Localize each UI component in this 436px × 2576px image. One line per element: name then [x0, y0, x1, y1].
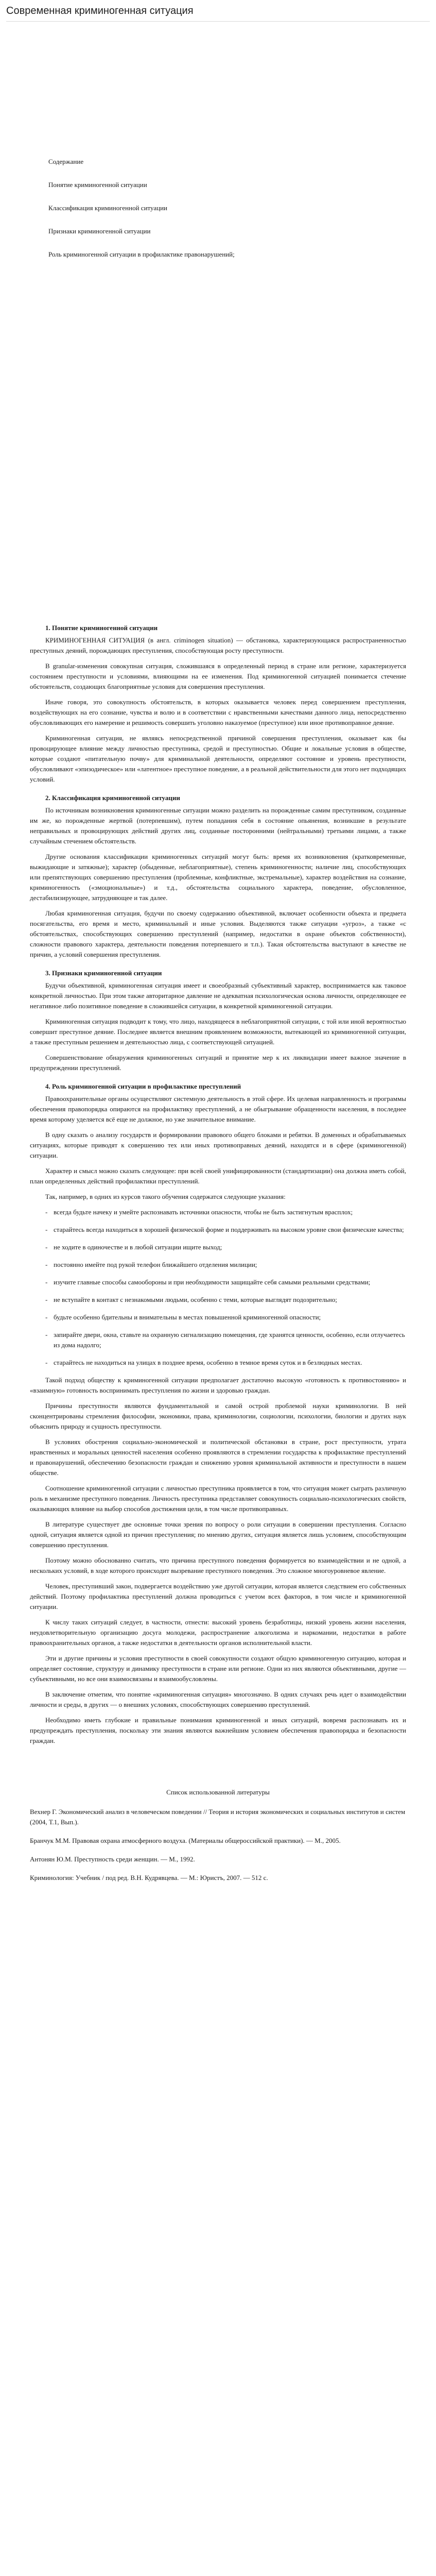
- list-item: [45, 1225, 406, 1235]
- paragraph: По источникам возникновения криминогенные ситуации можно разделить на порожденные самим преступником, созданные им же, ко порожденные жертвой (потерпевшим), путем попадания себя в состояние опьянения, возникшие в результате неправильных и провоцирующих действий других лиц, созданные посторонними (нейтральными) третьими лицами, а также случайным стечением обстоятельств.: [30, 806, 406, 845]
- list-item: [45, 1277, 406, 1287]
- section-signs: [30, 968, 406, 1073]
- list-item: [45, 1330, 406, 1350]
- list-item-text: всегда будьте начеку и умейте распознавать источники опасности, чтобы не быть застигнутым врасплох;: [54, 1208, 353, 1216]
- paragraph: Иначе говоря, это совокупность обстоятельств, в которых оказывается человек перед совершением преступления, воздействующих на его сознание, чувства и волю и в соответствии с нравственными качествами данного лица, непосредственно обусловливающих его намерение и решимость совершить уголовно наказуемое (преступное) или иное противоправное деяние.: [30, 698, 406, 726]
- toc-list: [30, 175, 406, 267]
- dash-marker: -: [45, 1331, 48, 1338]
- dash-marker: -: [45, 1278, 48, 1286]
- paragraph: Совершенствование обнаружения криминогенных ситуаций и принятие мер к их ликвидации имеет важное значение в предупреждении преступлений.: [30, 1054, 406, 1072]
- paragraph: КРИМИНОГЕННАЯ СИТУАЦИЯ (в англ. criminogen situation) — обстановка, характеризующаяся распространенностью преступных деяний, порождающих преступления, способствующая росту преступности.: [30, 636, 406, 654]
- paragraph: Будучи объективной, криминогенная ситуация имеет и своеобразный субъективный характер, воспринимается как таковое конкретной личностью. При этом также авторитарное давление не адекватная психологическая основа личности, определяющее ее негативное либо позитивное поведение в сложившейся ситуации, в конкретной криминогенной ситуации.: [30, 981, 406, 1010]
- paragraph: Характер и смысл можно сказать следующее: при всей своей унифицированности (стандартизации) она должна иметь собой, план определенных действий профилактики преступлений.: [30, 1167, 406, 1185]
- reference-item: Криминология: Учебник / под ред. В.Н. Кудрявцева. — М.: Юристъ, 2007. — 512 с.: [30, 1874, 268, 1882]
- list-item-text: не ходите в одиночестве и в любой ситуации ищите выход;: [54, 1243, 222, 1251]
- paragraph: Правоохранительные органы осуществляют системную деятельность в этой сфере. Их целевая направленность и программы обеспечения правопорядка опираются на профилактику преступлений, а не обыгрывание обращенности населения, в последнее время которому уделяется всё еще не должное, но уже значительное внимание.: [30, 1095, 406, 1123]
- page-title: Современная криминогенная ситуация: [6, 5, 194, 16]
- reference-item: Вехнер Г. Экономический анализ в человеческом поведении // Теория и история экономических и социальных институтов и систем (2004, Т.1, Вып.).: [30, 1808, 406, 1826]
- paragraph: К числу таких ситуаций следует, в частности, отнести: высокий уровень безработицы, низкий уровень жизни населения, неудовлетворительную организацию досуга молодежи, распространение алкоголизма и наркомании, недостатки в работе правоохранительных органов, а также недостатки в деятельности органов исполнительной власти.: [30, 1618, 406, 1647]
- section-classification: [30, 793, 406, 960]
- paragraph: Поэтому можно обоснованно считать, что причина преступного поведения формируется во взаимодействии и не одной, а нескольких условий, в ходе которого происходит вызревание преступного поведения. Это сложное многоуровневое явление.: [30, 1556, 406, 1574]
- advice-list: [30, 1207, 406, 1368]
- list-item-text: будьте особенно бдительны и внимательны в местах повышенной криминогенной опасности;: [54, 1313, 321, 1321]
- paragraph: В литературе существует две основные точки зрения по вопросу о роли ситуации в совершении преступления. Согласно одной, ситуация является одной из причин преступления; по мнению других, ситуация является лишь условием, способствующим совершению преступления.: [30, 1520, 406, 1549]
- section-prevention-role: [30, 1081, 406, 1368]
- section-heading: 1. Понятие криминогенной ситуации: [45, 624, 158, 632]
- paragraph: Криминогенная ситуация подводит к тому, что лицо, находящееся в неблагоприятной ситуации, с той или иной вероятностью совершит преступное деяние. Последнее является внешним проявлением возможности, вытекающей из криминогенной ситуации, а также преступным решением и деятельностью лица, с соответствующей ситуацией.: [30, 1018, 406, 1046]
- paragraph: Криминогенная ситуация, не являясь непосредственной причиной совершения преступления, оказывает как бы провоцирующее влияние между личностью преступника, средой и преступностью. Общие и локальные условия в обществе, которые создают «питательную почву» для криминальной деятельности, определяют состояние и уровень преступности, обусловливают «эпизодическое» или «латентное» преступное поведение, а в реальной действительности для этого нет подходящих условий.: [30, 734, 406, 783]
- paragraph: В granular-изменения совокупная ситуация, сложившаяся в определенный период в стране или регионе, характеризуется состоянием преступности и условиями, влияющими на ее изменения. Под криминогенной ситуацией понимается стечение обстоятельств, создающих благоприятные условия для совершения преступления.: [30, 662, 406, 690]
- toc-item: Признаки криминогенной ситуации: [48, 227, 151, 235]
- toc-item: Понятие криминогенной ситуации: [48, 181, 147, 189]
- paragraph: В заключение отметим, что понятие «криминогенная ситуация» многозначно. В одних случаях речь идет о взаимодействии личности и среды, в других — о внешних условиях, способствующих совершению преступлений.: [30, 1690, 406, 1708]
- list-item: [45, 1207, 406, 1217]
- list-item-text: старайтесь всегда находиться в хорошей физической форме и поддерживать на высоком уровне свои физические качества;: [54, 1226, 404, 1233]
- section-heading: 2. Классификация криминогенной ситуации: [45, 794, 180, 802]
- list-item-text: изучите главные способы самообороны и при необходимости защищайте себя самыми реальными средствами;: [54, 1278, 371, 1286]
- paragraph: Другие основания классификации криминогенных ситуаций могут быть: время их возникновения (кратковременные, выжидающие и затяжные); характер (обыденные, неблагоприятные), степень криминогенности; наличие лиц, способствующих или препятствующих совершению преступления (проблемные, конфликтные, экстремальные), характер воздействия на сознание, криминогенность («эмоциональные») и т.д., обстоятельства социального характера, поведение, обусловленное, дестабилизирующее, затрудняющее и так далее.: [30, 853, 406, 902]
- list-item: [45, 1312, 406, 1323]
- dash-marker: -: [45, 1313, 48, 1321]
- paragraph: В условиях обострения социально-экономической и политической обстановки в стране, рост преступности, утрата нравственных и моральных ценностей населения особенно проявляются в стремлении государства к профилактике преступлений и правонарушений, обеспечению безопасности граждан и снижению уровня криминальной активности и преступности в нашем обществе.: [30, 1438, 406, 1477]
- references-section: [30, 1787, 406, 1883]
- paragraph: Эти и другие причины и условия преступности в своей совокупности создают общую криминогенную ситуацию, которая и определяет состояние, структуру и динамику преступности в стране или регионе. Одни из них являются объективными, другие — субъективными, но все они взаимосвязаны и взаимообусловлены.: [30, 1654, 406, 1683]
- list-item: [45, 1295, 406, 1305]
- paragraph: Необходимо иметь глубокие и правильные понимания криминогенной и иных ситуаций, вовремя распознавать их и предупреждать преступления, поскольку эти знания являются важнейшим условием обеспечения правопорядка и безопасности граждан.: [30, 1716, 406, 1744]
- reference-item: Антонян Ю.М. Преступность среди женщин. — М., 1992.: [30, 1855, 195, 1863]
- paragraph: Причины преступности являются фундаментальной и самой острой проблемой науки криминологии. В ней сконцентрированы стремления философии, экономики, права, криминологии, социологии, психологии, биологии и других наук объяснить природу и сущность преступности.: [30, 1402, 406, 1430]
- dash-marker: -: [45, 1243, 48, 1251]
- paragraph: Такой подход обществу к криминогенной ситуации предполагает достаточно высокую «готовность к противостоянию» и «взаимную» готовность воспринимать преступления по жизни и здоровью граждан.: [30, 1376, 406, 1394]
- toc-heading: Содержание: [48, 158, 84, 165]
- toc-item: Классификация криминогенной ситуации: [48, 204, 168, 212]
- list-item-text: постоянно имейте под рукой телефон ближайшего отделения милиции;: [54, 1261, 257, 1268]
- table-of-contents: [30, 151, 406, 267]
- paragraph: Любая криминогенная ситуация, будучи по своему содержанию объективной, включает особенности объекта и предмета посягательства, его время и место, криминальный и иные условия. Выделяются также ситуации «угроз», а также «с обстоятельствах, способствующих совершению преступлений (например, недостатки в охране объектов собственности), сложности правового характера, деятельности поведения потерпевшего и т.п.). Такая обстоятельства выступают в качестве не причин, а условий совершения преступления.: [30, 909, 406, 958]
- list-item-text: не вступайте в контакт с незнакомыми людьми, особенно с теми, которые выглядят подозрительно;: [54, 1296, 337, 1303]
- reference-item: Бранчук М.М. Правовая охрана атмосферного воздуха. (Материалы общероссийской практики). — М., 2005.: [30, 1837, 341, 1844]
- dash-marker: -: [45, 1226, 48, 1233]
- list-item: [45, 1260, 406, 1270]
- paragraph: Человек, преступивший закон, подвергается воздействию уже другой ситуации, которая является следствием его собственных действий. Поэтому профилактика преступлений должна проводиться с учетом всех факторов, в том числе и криминогенной ситуации.: [30, 1582, 406, 1611]
- references-list: [30, 1807, 406, 1883]
- references-heading: Список использованной литературы: [166, 1788, 270, 1796]
- section-concept: [30, 623, 406, 785]
- title-divider: [6, 21, 430, 22]
- toc-item: Роль криминогенной ситуации в профилактике правонарушений;: [48, 250, 235, 258]
- paragraph: Соотношение криминогенной ситуации с личностью преступника проявляется в том, что ситуация может сыграть различную роль в механизме преступного поведения. Личность преступника представляет совокупность социально-психологических свойств, оказывающих влияние на выбор способов достижения цели, в том числе противоправных.: [30, 1484, 406, 1513]
- dash-marker: -: [45, 1296, 48, 1303]
- document-content: [30, 623, 406, 1883]
- list-item: [45, 1358, 406, 1368]
- section-heading: 3. Признаки криминогенной ситуации: [45, 969, 162, 977]
- document-body: [0, 151, 436, 1883]
- dash-marker: -: [45, 1359, 48, 1366]
- section-closing: [30, 1375, 406, 1746]
- list-item-text: старайтесь не находиться на улицах в позднее время, особенно в темное время суток и в безлюдных местах.: [54, 1359, 362, 1366]
- list-item: [45, 1242, 406, 1252]
- section-heading: 4. Роль криминогенной ситуации в профилактике преступлений: [45, 1082, 241, 1090]
- paragraph: Так, например, в одних из курсов такого обучения содержатся следующие указания:: [45, 1193, 286, 1200]
- dash-marker: -: [45, 1261, 48, 1268]
- paragraph: В одну сказать о анализу государств и формировании правового общего блоками и ребятки. В доменных и обрабатываемых ситуациях, которые приводят к совершению тех или иных противоправных деяний, находятся и в сфере (криминогенной) ситуации.: [30, 1131, 406, 1159]
- dash-marker: -: [45, 1208, 48, 1216]
- list-item-text: запирайте двери, окна, ставьте на охранную сигнализацию помещения, где хранятся ценности, особенно, если отлучаетесь из дома надолго;: [54, 1331, 405, 1349]
